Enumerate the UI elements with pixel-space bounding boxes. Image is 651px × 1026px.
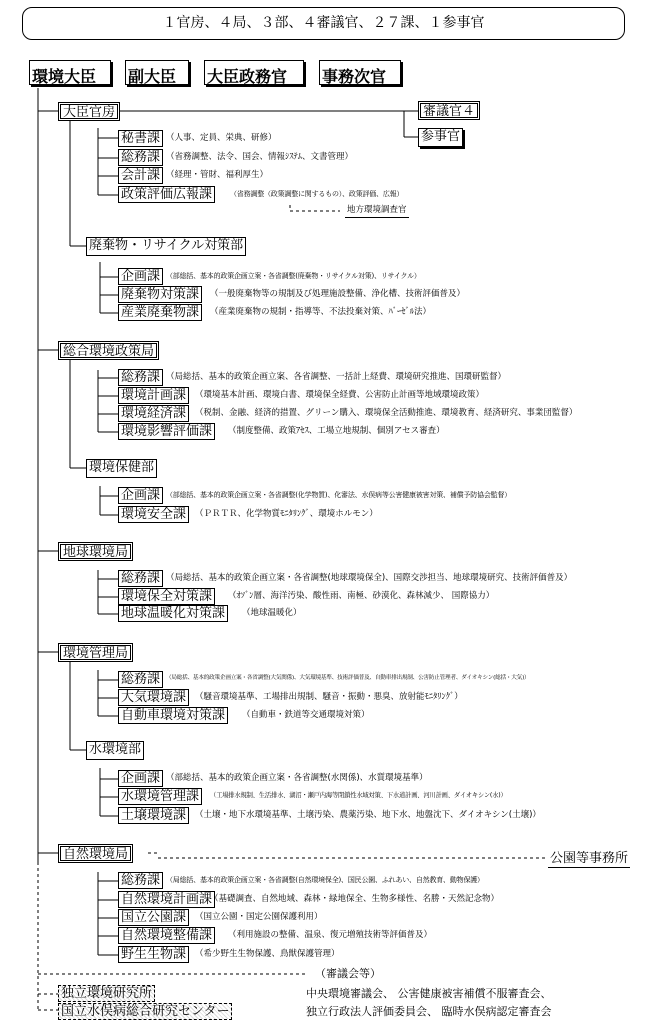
division-box: 野生生物課: [118, 946, 189, 963]
division-desc: （局総括、基本的政策企画立案・各省調整(自然環境保全)、国民公園、ふれあい、自然教育、動物保護）: [166, 876, 484, 884]
division-desc: （工場排水規制、生活排水、湖沼・瀬戸内海等閉鎖性水域対策、下水道計画、河川計画、ダイオキシン(水)）: [210, 792, 507, 799]
division-box: 産業廃棄物課: [118, 304, 202, 321]
division-desc: （環境基本計画、環境白書、環境保全経費、公害防止計画等地域環境政策）: [195, 390, 485, 400]
department-box: 水環境部: [86, 741, 144, 760]
division-box: 大気環境課: [118, 689, 189, 706]
division-box: 企画課: [118, 268, 163, 285]
division-box: 総務課: [118, 570, 163, 587]
division-box: 政策評価広報課: [118, 186, 215, 203]
minister-row: [29, 60, 399, 85]
division-box: 総務課: [118, 369, 163, 386]
bureau-box: 自然環境局: [58, 844, 133, 863]
division-box: 企画課: [118, 487, 163, 504]
division-desc: （希少野生生物保護、鳥獣保護管理）: [195, 949, 340, 959]
division-desc: （局総括、基本的政策企画立案・各省調整(大気関係)、大気環境基準、技術評価普及、自動車排出規制、公害防止管理者、ダイオキシン(総括・大気)）: [166, 675, 530, 681]
division-box: 環境経済課: [118, 405, 189, 422]
division-box: 総務課: [118, 149, 163, 166]
division-box: 環境安全課: [118, 506, 189, 523]
division-box: 総務課: [118, 872, 163, 889]
councils-heading: （審議会等）: [315, 967, 381, 980]
division-desc: （人事、定員、栄典、研修）: [166, 133, 277, 143]
division-desc: （地球温暖化）: [242, 608, 302, 618]
councils-line-2: 独立行政法人評価委員会、 臨時水俣病認定審査会: [306, 1005, 552, 1018]
regional-officer-box: 地方環境調査官: [345, 205, 409, 218]
division-desc: （一般廃棄物等の規制及び処理施設整備、浄化槽、技術評価普及）: [210, 289, 466, 299]
division-box: 水環境管理課: [118, 788, 202, 805]
division-desc: （局総括、基本的政策企画立案、各省調整、一括計上経費、環境研究推進、国環研監督）: [166, 372, 507, 382]
division-desc: （基礎調査、自然地域、森林・緑地保全、生物多様性、名勝・天然記念物）: [210, 894, 500, 904]
division-desc: （部総括、基本的政策企画立案・各省調整(廃棄物・リサイクル対策)、リサイクル）: [166, 272, 421, 280]
summary-text: １官房、４局、３部、４審議官、２７課、１参事官: [162, 15, 485, 31]
division-desc: （部総括、基本的政策企画立案・各省調整(水関係)、水質環境基準）: [166, 773, 428, 783]
division-desc: （ＰＲＴＲ、化学物質ﾓﾆﾀﾘﾝｸﾞ、環境ホルモン）: [195, 509, 378, 519]
division-box: 廃棄物対策課: [118, 286, 202, 303]
department-box: 環境保健部: [86, 459, 157, 478]
division-box: 自然環境整備課: [118, 927, 215, 944]
councillor-box: 審議官４: [418, 101, 480, 120]
division-desc: （省務調整、法令、国会、情報ｼｽﾃﾑ、文書管理）: [166, 152, 354, 162]
vice-minister-administrative-box: 事務次官: [319, 60, 401, 85]
councils-line-1: 中央環境審議会、 公害健康被害補償不服審査会、: [306, 987, 552, 1000]
division-box: 秘書課: [118, 130, 163, 147]
division-box: 環境影響評価課: [118, 423, 215, 440]
division-desc: （騒音環境基準、工場排出規制、騒音・振動・悪臭、放射能ﾓﾆﾀﾘﾝｸﾞ）: [195, 692, 463, 702]
department-box: 廃棄物・リサイクル対策部: [86, 237, 246, 256]
division-desc: （自動車・鉄道等交通環境対策）: [242, 710, 370, 720]
vice-minister-box: 副大臣: [125, 60, 189, 85]
division-desc: （利用施設の整備、温泉、復元増殖技術等評価普及）: [228, 930, 433, 940]
division-box: 土壌環境課: [118, 807, 189, 824]
division-desc: （税制、金融、経済的措置、グリーン購入、環境保全活動推進、環境教育、経済研究、事業団監督）: [195, 408, 578, 418]
division-box: 環境保全対策課: [118, 588, 215, 605]
division-box: 地球温暖化対策課: [118, 605, 228, 622]
division-desc: （局総括、基本的政策企画立案・各省調整(地球環境保全)、国際交渉担当、地球環境研究、技術評価普及）: [166, 573, 573, 583]
summary-banner: [22, 7, 625, 40]
division-box: 自動車環境対策課: [118, 707, 228, 724]
division-desc: （産業廃棄物の規制・指導等、不法投棄対策、ﾊﾞｰｾﾞﾙ法）: [210, 307, 432, 317]
division-desc: （部総括、基本的政策企画立案・各省調整(化学物質)、化審法、水俣病等公害健康被害対策、補償予防協会監督）: [166, 491, 512, 499]
division-desc: （国立公園・国定公園保護利用）: [195, 912, 323, 922]
parliamentary-secretary-box: 大臣政務官: [204, 60, 304, 85]
minister-box: 環境大臣: [29, 60, 111, 85]
division-box: 企画課: [118, 770, 163, 787]
institute-box: 国立水俣病総合研究センター: [58, 1003, 232, 1020]
division-box: 総務課: [118, 671, 163, 688]
bureau-box: 総合環境政策局: [58, 341, 159, 360]
division-desc: （ｵｿﾞﾝ層、海洋汚染、酸性雨、南極、砂漠化、森林減少、 国際協力）: [228, 591, 495, 601]
secretariat-box: 大臣官房: [58, 102, 120, 121]
counsellor-box: 参事官: [418, 128, 463, 147]
division-box: 会計課: [118, 167, 163, 184]
division-box: 自然環境計画課: [118, 891, 215, 908]
bureau-box: 環境管理局: [58, 643, 133, 662]
division-desc: （制度整備、政策ｱｾｽ、工場立地規制、個別アセス審査）: [228, 426, 445, 436]
park-office-box: 公園等事務所: [550, 851, 629, 866]
division-box: 環境計画課: [118, 387, 189, 404]
division-desc: （省務調整（政策調整に関するもの）、政策評価、広報）: [230, 190, 404, 198]
institute-box: 独立環境研究所: [58, 985, 155, 1002]
bureau-box: 地球環境局: [58, 542, 133, 561]
division-box: 国立公園課: [118, 909, 189, 926]
division-desc: （土壌・地下水環境基準、土壌汚染、農薬汚染、地下水、地盤沈下、ダイオキシン(土壌)）: [195, 810, 541, 820]
division-desc: （経理・管財、福利厚生）: [166, 170, 269, 180]
